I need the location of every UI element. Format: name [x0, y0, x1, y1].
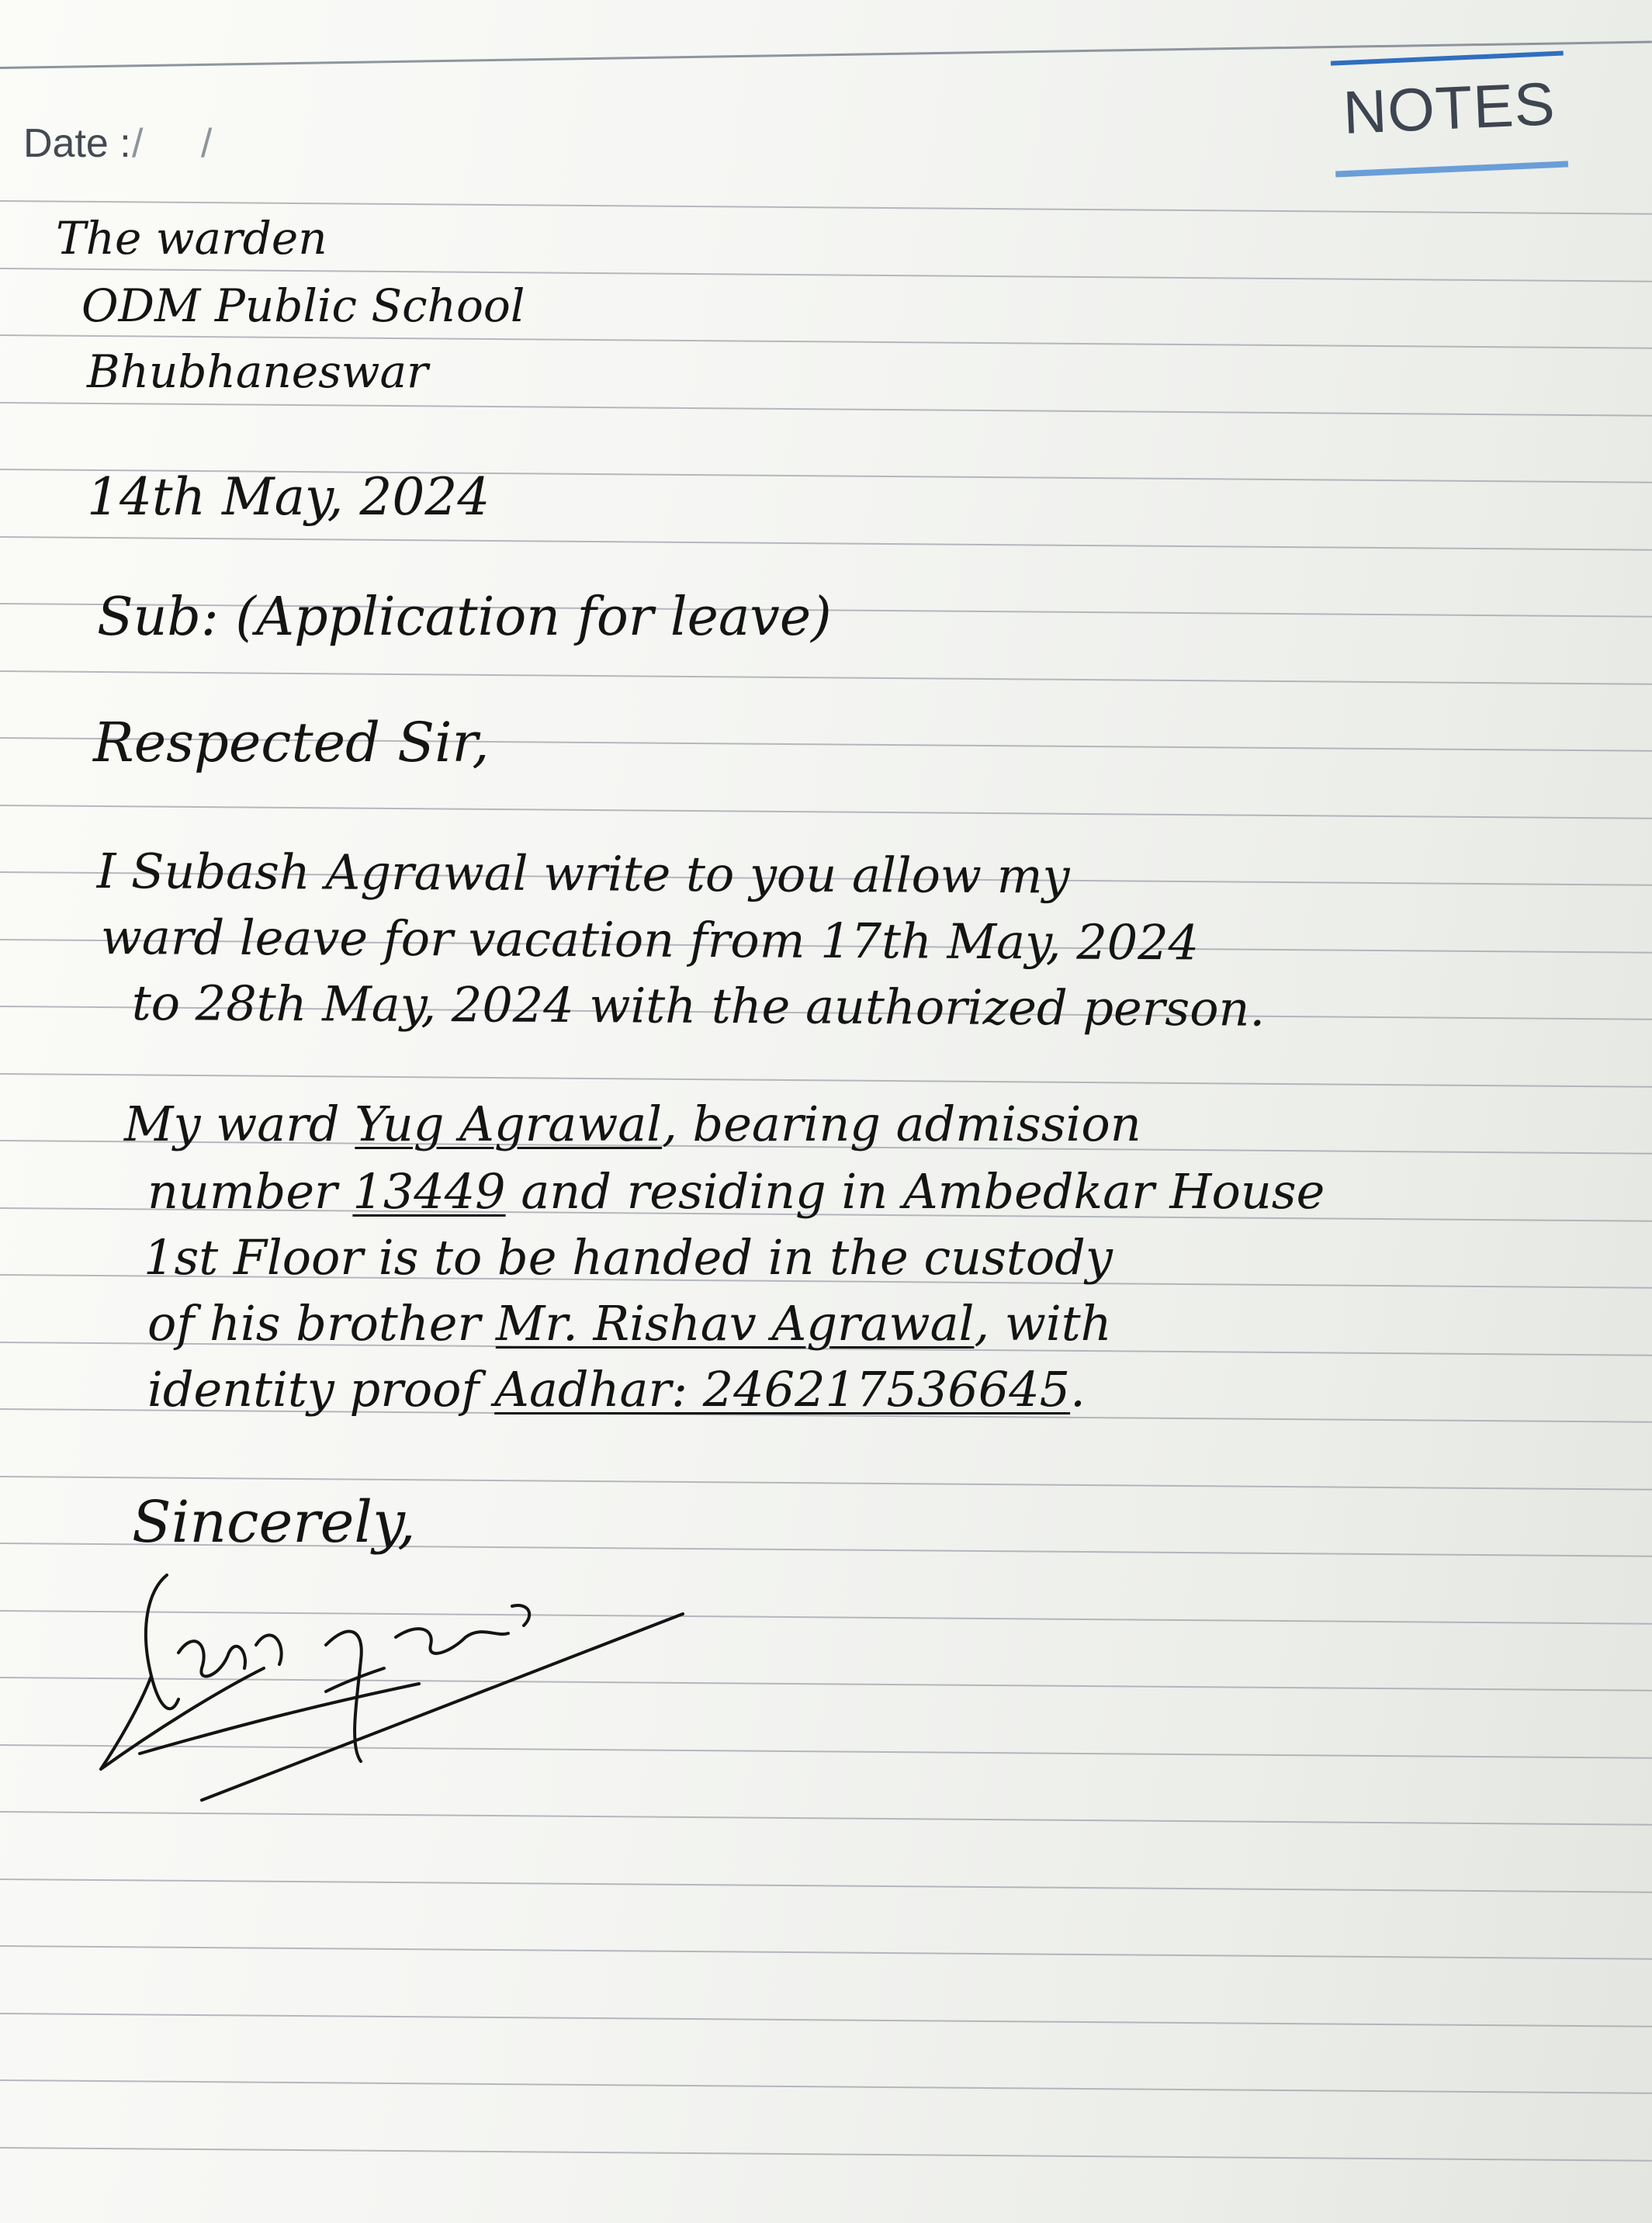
- recipient-line-2: ODM Public School: [81, 279, 525, 332]
- letter-subject: Sub: (Application for leave): [97, 587, 832, 648]
- ruled-line: [0, 2079, 1652, 2094]
- ward-name: Yug Agrawal: [355, 1096, 663, 1152]
- p2-l4-b: , with: [974, 1295, 1112, 1352]
- paragraph2-line-3: 1st Floor is to be handed in the custody: [144, 1229, 1113, 1286]
- ruled-line: [0, 2013, 1652, 2027]
- signature: [93, 1560, 729, 1808]
- ruled-line: [0, 805, 1652, 819]
- closing: Sincerely,: [132, 1489, 416, 1556]
- paragraph1-line-3: to 28th May, 2024 with the authorized person.: [131, 975, 1266, 1037]
- ruled-line: [0, 1945, 1652, 1960]
- notes-badge: [1331, 51, 1568, 178]
- paragraph2-line-1: [124, 1096, 1141, 1152]
- aadhar-number: Aadhar: 246217536645: [494, 1361, 1071, 1418]
- p2-l1-b: , bearing admission: [662, 1096, 1141, 1152]
- paragraph1-line-2: ward leave for vacation from 17th May, 2024: [100, 909, 1200, 971]
- p2-l5-a: identity proof: [147, 1361, 495, 1418]
- p2-l2-b: and residing in Ambedkar House: [505, 1163, 1325, 1220]
- ruled-line: [0, 2147, 1652, 2162]
- paragraph2-line-4: [147, 1295, 1112, 1352]
- date-label: Date :: [23, 121, 131, 166]
- ruled-line: [0, 1878, 1652, 1893]
- ruled-line: [0, 536, 1652, 551]
- date-slots: / /: [132, 121, 236, 166]
- notes-badge-label: NOTES: [1342, 69, 1557, 147]
- admission-number: 13449: [352, 1163, 506, 1220]
- salutation: Respected Sir,: [93, 711, 490, 774]
- paragraph2-line-5: [147, 1361, 1086, 1418]
- letter-date: 14th May, 2024: [87, 467, 490, 527]
- paragraph2-line-2: [147, 1163, 1325, 1220]
- paragraph1-line-1: I Subash Agrawal write to you allow my: [96, 843, 1070, 905]
- ruled-line: [0, 402, 1652, 417]
- ruled-line: [0, 1073, 1652, 1088]
- p2-l1-a: My ward: [124, 1096, 355, 1152]
- recipient-line-3: Bhubhaneswar: [87, 345, 428, 398]
- brother-name: Mr. Rishav Agrawal: [495, 1295, 975, 1352]
- p2-l4-a: of his brother: [147, 1295, 496, 1352]
- ruled-line: [0, 1476, 1652, 1491]
- ruled-line: [0, 1811, 1652, 1826]
- p2-l2-a: number: [147, 1163, 353, 1220]
- recipient-line-1: The warden: [56, 212, 327, 265]
- ruled-line: [0, 670, 1652, 685]
- p2-l5-b: .: [1070, 1361, 1086, 1418]
